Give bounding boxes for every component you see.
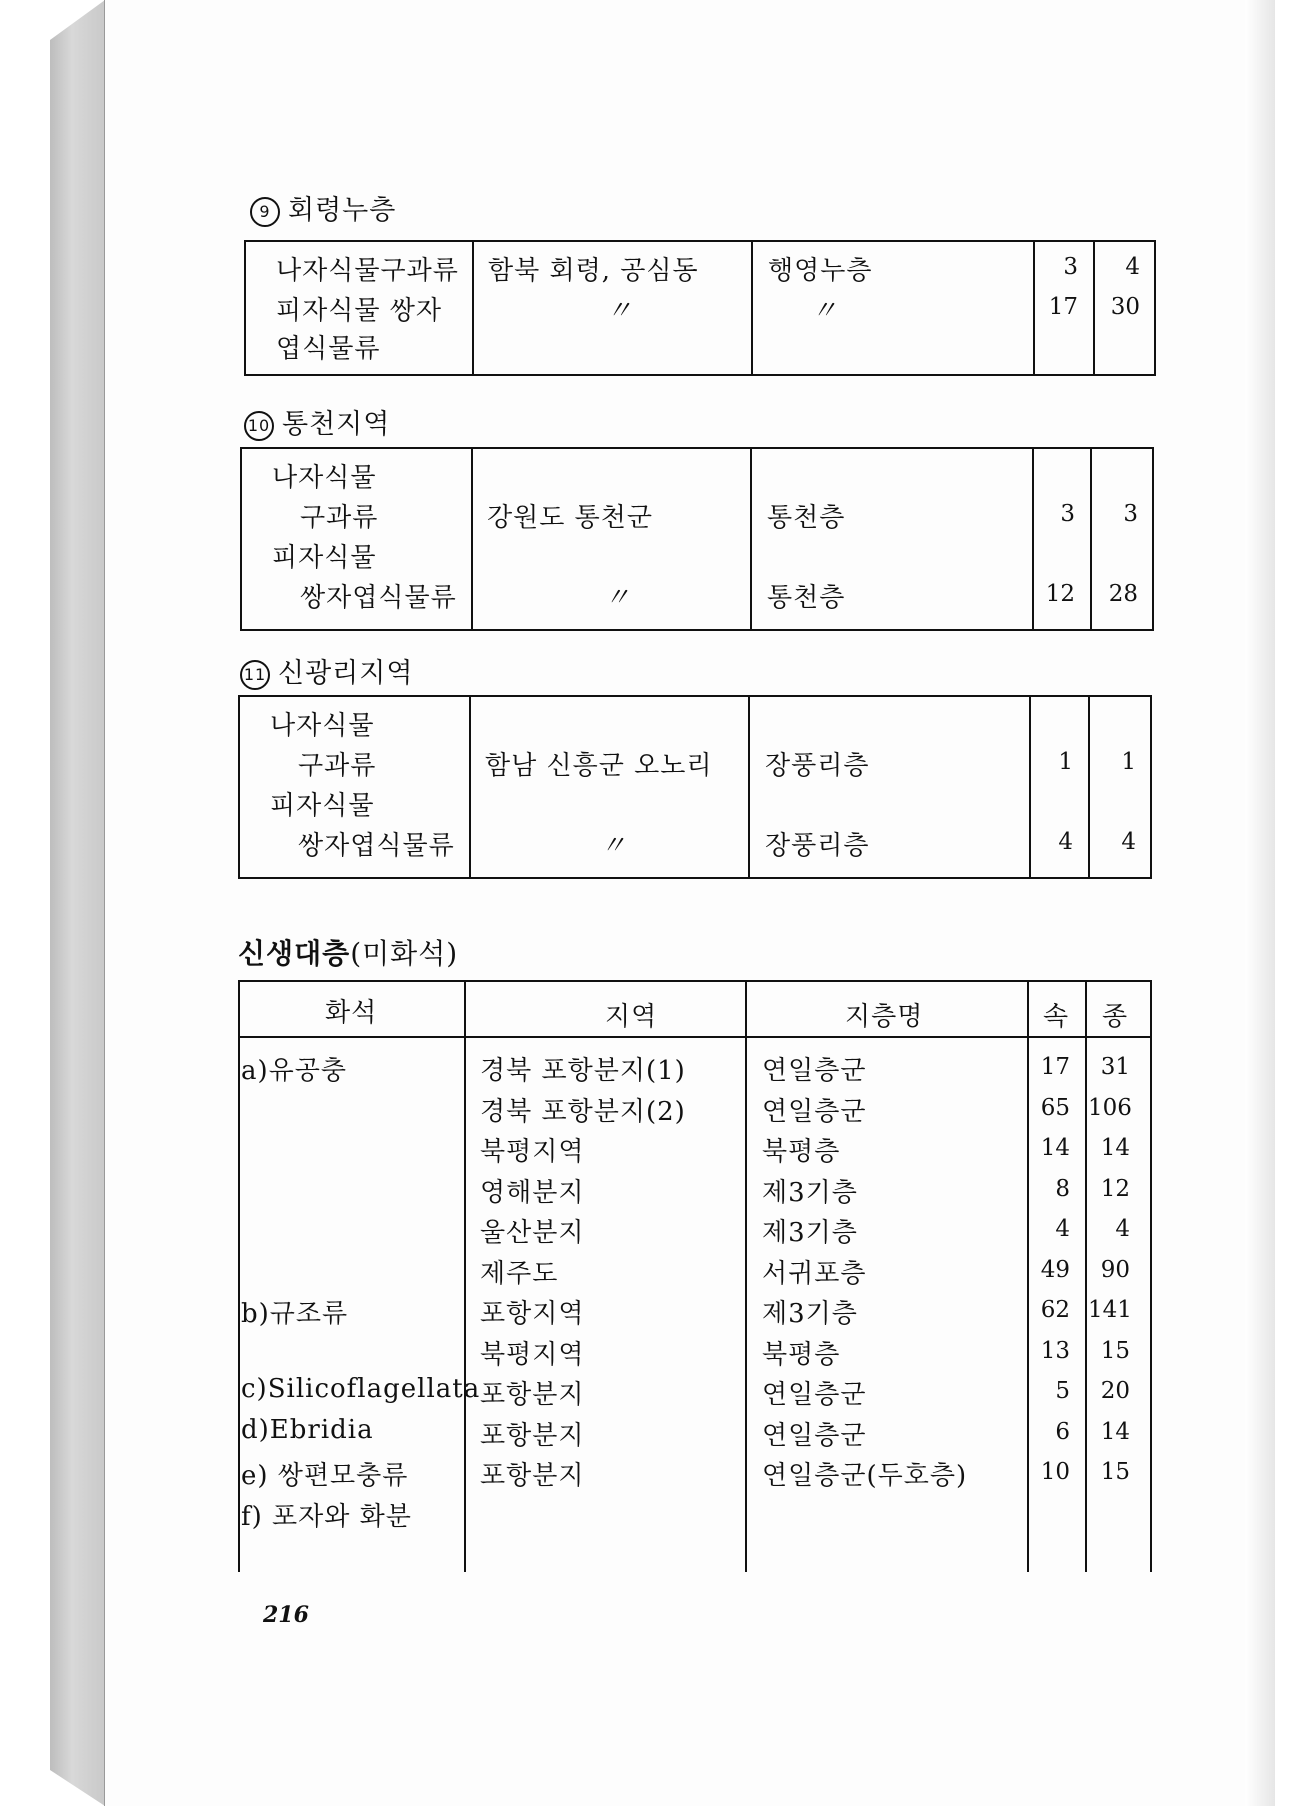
header-stratum: 지층명	[845, 1002, 924, 1032]
table-cell-stratum: 연일층군	[762, 1380, 867, 1410]
table-cell-stratum: 통천층	[767, 503, 846, 533]
column-divider	[745, 982, 747, 1572]
header-region: 지역	[605, 1002, 658, 1032]
section-9-number: 9	[250, 197, 280, 227]
table-cell-region: 강원도 통천군	[487, 503, 653, 533]
table-cell-fossil: 피자식물	[270, 791, 375, 821]
table-cell-region: 포항분지	[480, 1461, 585, 1491]
table-cell-stratum: 제3기층	[762, 1299, 858, 1329]
table-cell-genus: 3	[1060, 501, 1075, 527]
table-cell-fossil: 나자식물	[272, 463, 377, 493]
table-cell-stratum: 북평층	[762, 1137, 841, 1167]
table-cell-stratum: 제3기층	[762, 1177, 858, 1208]
table-cell-species: 90	[1100, 1256, 1130, 1283]
table-cell-region: 경북 포항분지(1)	[480, 1056, 686, 1086]
table-cell-genus: 1	[1058, 749, 1073, 775]
ditto-mark: 〃	[604, 583, 629, 613]
table-cell-region: 제주도	[480, 1258, 559, 1289]
column-divider	[1029, 697, 1031, 877]
section-10-number: 10	[244, 411, 274, 441]
table-cell-species: 3	[1123, 501, 1138, 527]
table-cell-stratum: 행영누층	[768, 256, 873, 286]
table-cell-stratum: 장풍리층	[765, 751, 870, 781]
table-cell-region: 함북 회령, 공심동	[488, 256, 699, 286]
column-divider	[1032, 449, 1034, 629]
table-section-10	[240, 447, 1154, 631]
section-10-heading	[244, 402, 390, 441]
table-cell-genus: 62	[1040, 1297, 1070, 1323]
table-cell-fossil: f) 포자와 화분	[241, 1501, 412, 1532]
column-divider	[471, 449, 473, 629]
table-cell-genus: 6	[1055, 1418, 1070, 1445]
table-cell-fossil: c)Silicoflagellata	[241, 1374, 481, 1404]
book-spine	[50, 0, 105, 1806]
table-cell-stratum: 북평층	[762, 1339, 841, 1370]
section-9-title: 회령누층	[288, 195, 397, 226]
table-cell-fossil: 구과류	[298, 751, 377, 781]
table-cell-fossil: 피자식물 쌍자	[276, 296, 442, 326]
column-divider	[751, 242, 753, 374]
table-cell-stratum: 통천층	[767, 583, 846, 613]
table-cell-fossil: 나자식물구과류	[276, 256, 459, 286]
table-cell-genus: 49	[1040, 1256, 1070, 1283]
table-cell-fossil: 피자식물	[272, 543, 377, 573]
table-cell-region: 함남 신흥군 오노리	[485, 751, 713, 781]
table-cell-species: 106	[1088, 1094, 1132, 1121]
table-cell-species: 1	[1121, 749, 1136, 775]
table-cell-region: 울산분지	[480, 1218, 585, 1248]
table-cell-fossil: b)규조류	[241, 1299, 349, 1329]
table-cell-region: 경북 포항분지(2)	[480, 1096, 686, 1127]
table-cell-region: 북평지역	[480, 1137, 585, 1167]
table-cell-region: 북평지역	[480, 1339, 585, 1370]
table-cell-species: 15	[1100, 1337, 1130, 1364]
column-divider	[1093, 242, 1095, 374]
table-cell-species: 20	[1100, 1378, 1130, 1404]
ditto-mark: 〃	[811, 296, 836, 326]
table-cell-fossil: 나자식물	[270, 711, 375, 741]
table-cell-genus: 65	[1040, 1094, 1070, 1121]
table-cell-genus: 4	[1058, 829, 1073, 855]
column-divider	[750, 449, 752, 629]
table-cell-genus: 14	[1040, 1135, 1070, 1161]
table-cell-fossil: e) 쌍편모충류	[241, 1461, 409, 1491]
table-cell-fossil: 엽식물류	[276, 334, 381, 364]
page-edge-shade	[1245, 0, 1275, 1806]
table-cell-genus: 13	[1040, 1337, 1070, 1364]
table-cell-species: 31	[1100, 1054, 1130, 1080]
table-cell-region: 포항지역	[480, 1299, 585, 1329]
table-cell-species: 4	[1115, 1216, 1130, 1242]
table-cell-fossil: 구과류	[300, 503, 379, 533]
column-divider	[1088, 697, 1090, 877]
table-cell-genus: 12	[1045, 581, 1075, 607]
table-cell-stratum: 제3기층	[762, 1218, 858, 1248]
table-cell-species: 4	[1121, 829, 1136, 855]
table-cell-genus: 10	[1040, 1459, 1070, 1485]
header-fossil: 화석	[325, 998, 378, 1028]
table-cell-species: 14	[1100, 1418, 1130, 1445]
table-cell-species: 141	[1088, 1297, 1132, 1323]
cenozoic-subtitle: (미화석)	[350, 937, 459, 970]
table-cell-species: 28	[1108, 581, 1138, 607]
section-11-number: 11	[240, 660, 270, 690]
column-divider	[1090, 449, 1092, 629]
column-divider	[748, 697, 750, 877]
column-divider	[472, 242, 474, 374]
table-section-9	[244, 240, 1156, 376]
column-divider	[1085, 982, 1087, 1572]
page-number: 216	[263, 1602, 309, 1628]
table-cell-fossil: a)유공충	[241, 1056, 347, 1086]
section-9-heading	[250, 188, 396, 227]
column-divider	[464, 982, 466, 1572]
table-cell-genus: 8	[1055, 1175, 1070, 1202]
table-cell-stratum: 연일층군	[762, 1096, 867, 1127]
header-rule	[240, 1036, 1150, 1038]
table-cell-region: 영해분지	[480, 1177, 585, 1208]
cenozoic-title: 신생대층	[238, 937, 351, 970]
table-cell-fossil: 쌍자엽식물류	[298, 831, 455, 861]
column-divider	[469, 697, 471, 877]
table-cell-stratum: 서귀포층	[762, 1258, 867, 1289]
table-cell-species: 30	[1110, 294, 1140, 320]
header-genus: 속	[1043, 1002, 1070, 1032]
table-cell-species: 4	[1125, 254, 1140, 280]
table-cell-genus: 4	[1055, 1216, 1070, 1242]
table-cell-region: 포항분지	[480, 1380, 585, 1410]
table-cell-stratum: 연일층군	[762, 1420, 867, 1451]
table-cell-species: 14	[1100, 1135, 1130, 1161]
table-cell-stratum: 연일층군(두호층)	[762, 1461, 968, 1491]
table-cell-species: 15	[1100, 1459, 1130, 1485]
table-cell-stratum: 장풍리층	[765, 831, 870, 861]
cenozoic-heading	[238, 932, 458, 972]
ditto-mark: 〃	[606, 296, 631, 326]
table-cell-genus: 5	[1055, 1378, 1070, 1404]
table-section-11	[238, 695, 1152, 879]
table-cell-genus: 3	[1063, 254, 1078, 280]
table-cell-genus: 17	[1040, 1054, 1070, 1080]
table-cell-species: 12	[1100, 1175, 1130, 1202]
section-10-title: 통천지역	[282, 409, 391, 440]
table-cell-fossil: 쌍자엽식물류	[300, 583, 457, 613]
table-cell-region: 포항분지	[480, 1420, 585, 1451]
section-11-title: 신광리지역	[278, 658, 414, 689]
table-cell-fossil: d)Ebridia	[241, 1414, 374, 1445]
table-cell-stratum: 연일층군	[762, 1056, 867, 1086]
ditto-mark: 〃	[600, 831, 625, 861]
table-cell-genus: 17	[1048, 294, 1078, 320]
column-divider	[1033, 242, 1035, 374]
header-species: 종	[1102, 1002, 1129, 1032]
section-11-heading	[240, 651, 413, 690]
